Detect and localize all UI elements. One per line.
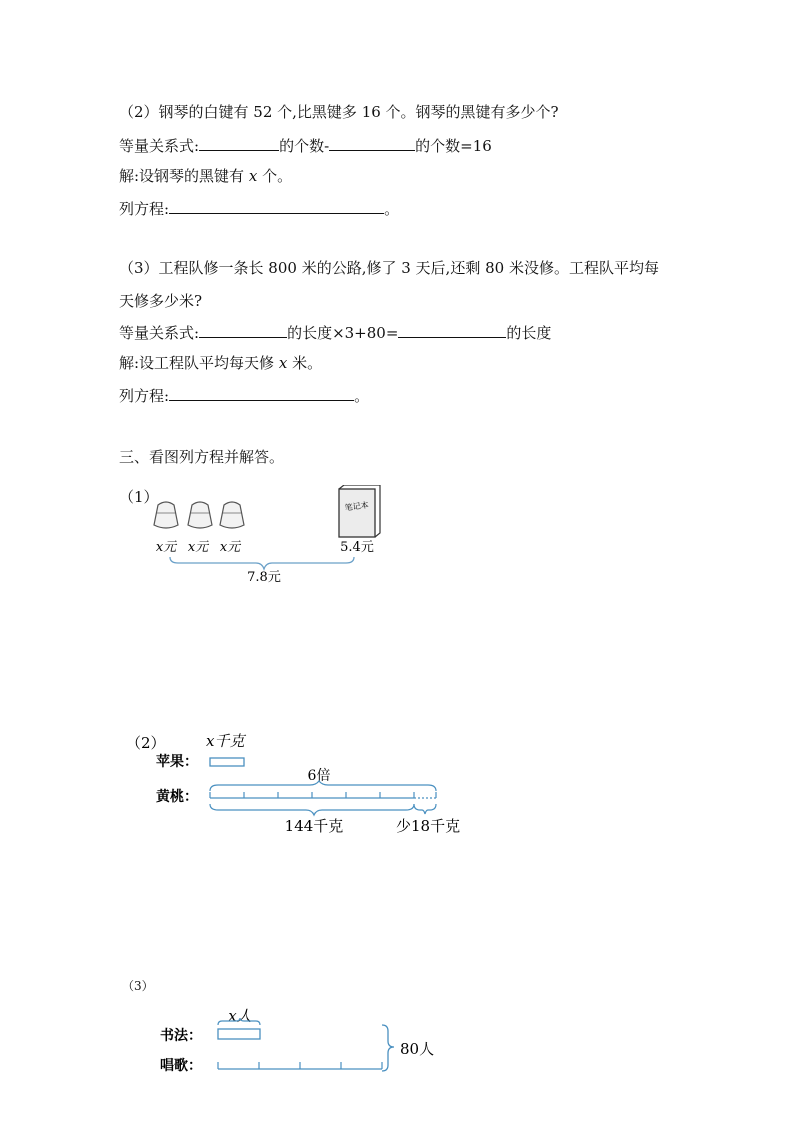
calligraphy-label: 书法：	[160, 1028, 202, 1044]
total-price: 7.8元	[247, 570, 281, 585]
calligraphy-bar	[218, 1029, 260, 1039]
q2-solve-end: 个。	[262, 167, 293, 185]
q2-relation-suffix: 的个数=16	[415, 137, 492, 155]
q3-eq-prefix: 列方程:	[119, 387, 170, 405]
q2-relation-mid: 的个数-	[279, 137, 330, 155]
fig3-label: （3）	[122, 979, 154, 993]
eraser-icon-3	[220, 502, 244, 528]
eraser-icon-2	[188, 502, 212, 528]
q2-eq-end: 。	[384, 200, 400, 218]
singing-label: 唱歌：	[160, 1058, 202, 1074]
q2-blank-1[interactable]	[199, 135, 279, 151]
peach-ticks	[210, 792, 436, 798]
q2-solve-text: 解:设钢琴的黑键有	[119, 167, 245, 185]
fig3-diagram	[150, 1003, 450, 1083]
less-label: 少18千克	[396, 817, 461, 835]
q3-relation	[119, 322, 551, 343]
notebook-icon	[339, 485, 380, 537]
q2-solve-var: x	[248, 167, 258, 185]
times-label: 6倍	[307, 768, 331, 784]
q3-relation-suffix: 的长度	[506, 324, 552, 342]
eraser-icon-1	[154, 502, 178, 528]
item-price-3: x元	[219, 540, 241, 555]
q2-blank-2[interactable]	[329, 135, 415, 151]
total-people: 80人	[400, 1040, 435, 1058]
q3-relation-mid: 的长度×3+80=	[287, 324, 399, 342]
q3-solve-text: 解:设工程队平均每天修	[119, 354, 275, 372]
total-brace	[170, 557, 354, 569]
q3-text-line2: 天修多少米?	[119, 292, 203, 310]
q2-relation	[119, 135, 492, 156]
peach-weight: 144千克	[284, 817, 344, 835]
q3-eq-end: 。	[354, 387, 370, 405]
q3-text-line1: （3）工程队修一条长 800 米的公路,修了 3 天后,还剩 80 米没修。工程队平均每	[119, 259, 659, 277]
notebook-price: 5.4元	[340, 540, 374, 555]
q2-relation-prefix: 等量关系式:	[119, 137, 200, 155]
q3-blank-2[interactable]	[398, 322, 506, 338]
q3-equation	[119, 385, 369, 406]
q3-solve-end: 米。	[292, 354, 323, 372]
apple-value: x千克	[206, 732, 245, 750]
item-price-1: x元	[155, 540, 177, 555]
apple-label: 苹果：	[156, 754, 198, 770]
fig2-diagram	[122, 728, 472, 838]
section-heading: 三、看图列方程并解答。	[119, 448, 285, 466]
q3-solve	[119, 353, 322, 373]
singing-ticks	[218, 1062, 382, 1069]
weight-brace	[210, 804, 414, 815]
calligraphy-value: x人	[228, 1007, 252, 1025]
apple-bar	[210, 758, 244, 766]
q2-solve	[119, 166, 292, 186]
fig1-label: （1）	[119, 488, 159, 506]
q3-solve-var: x	[278, 354, 288, 372]
total-brace	[382, 1025, 394, 1071]
notebook-text: 笔记本	[344, 500, 370, 513]
less-brace	[414, 804, 436, 814]
fig2-label: （2）	[126, 734, 166, 752]
item-price-2: x元	[187, 540, 209, 555]
q2-eq-blank[interactable]	[169, 198, 384, 214]
q3-blank-1[interactable]	[199, 322, 287, 338]
q3-eq-blank[interactable]	[169, 385, 354, 401]
q2-eq-prefix: 列方程:	[119, 200, 170, 218]
q2-equation	[119, 198, 399, 219]
q3-relation-prefix: 等量关系式:	[119, 324, 200, 342]
fig1-diagram	[140, 485, 400, 585]
q2-text: （2）钢琴的白键有 52 个,比黑键多 16 个。钢琴的黑键有多少个?	[119, 103, 559, 121]
peach-label: 黄桃：	[156, 789, 198, 805]
